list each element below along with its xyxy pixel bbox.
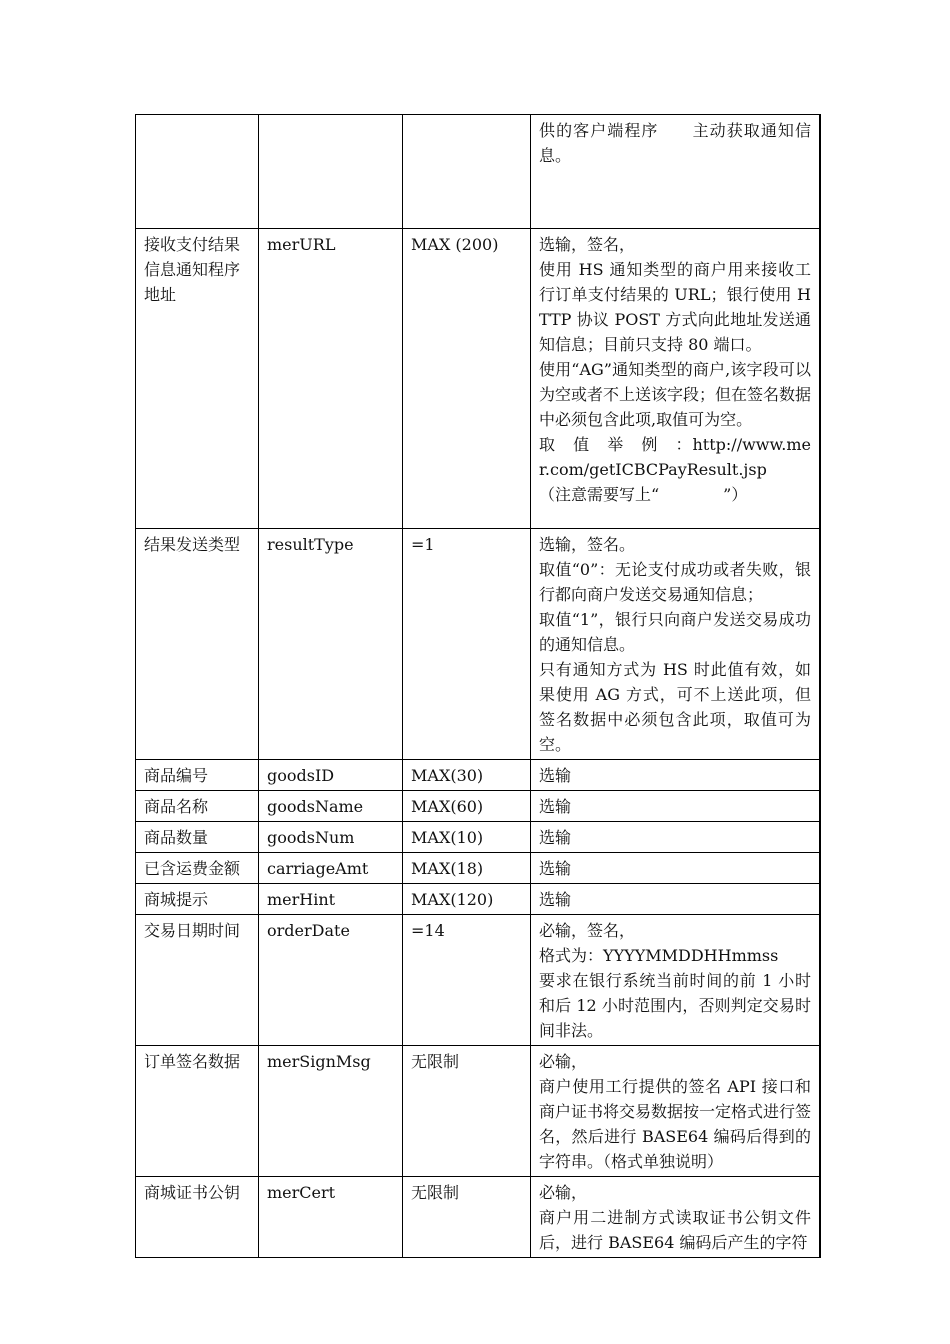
table-row: [136, 529, 821, 760]
param-length-cell: MAX(120): [403, 884, 531, 915]
param-field-cell: merSignMsg: [259, 1046, 403, 1177]
param-length-cell: 无限制: [403, 1046, 531, 1177]
param-description-cell: [531, 915, 821, 1046]
table-row: [136, 760, 821, 791]
table-row: [136, 1046, 821, 1177]
param-name-cell: 接收支付结果信息通知程序地址: [136, 229, 259, 529]
description-line: 选输: [539, 859, 572, 878]
description-line: 取值“0”：无论支付成功或者失败，银行都向商户发送交易通知信息；: [539, 560, 811, 604]
param-length-cell: MAX(60): [403, 791, 531, 822]
param-description-cell: [531, 822, 821, 853]
param-description-cell: [531, 529, 821, 760]
param-field-cell: carriageAmt: [259, 853, 403, 884]
param-field-cell: goodsName: [259, 791, 403, 822]
param-name-cell: 交易日期时间: [136, 915, 259, 1046]
description-line: 选输: [539, 797, 572, 816]
param-description-cell: [531, 760, 821, 791]
param-name-cell: 商城证书公钥: [136, 1177, 259, 1258]
param-field-cell: merHint: [259, 884, 403, 915]
description-line: 要求在银行系统当前时间的前 1 小时和后 12 小时范围内，否则判定交易时间非法。: [539, 971, 811, 1040]
description-line: 选输: [539, 766, 572, 785]
param-length-cell: MAX (200): [403, 229, 531, 529]
param-description-cell: [531, 791, 821, 822]
description-line: 格式为：YYYYMMDDHHmmss: [539, 946, 779, 965]
param-length-cell: MAX(30): [403, 760, 531, 791]
description-line: 商户用二进制方式读取证书公钥文件后，进行 BASE64 编码后产生的字符: [539, 1208, 811, 1252]
param-name-cell: 商品编号: [136, 760, 259, 791]
param-name-cell: 已含运费金额: [136, 853, 259, 884]
description-line: 选输: [539, 890, 572, 909]
description-line: 必输，签名，: [539, 921, 636, 940]
param-field-cell: [259, 115, 403, 229]
description-line: 选输，签名，: [539, 235, 636, 254]
description-line: 使用 HS 通知类型的商户用来接收工行订单支付结果的 URL；银行使用 HTTP 协议 POST 方式向此地址发送通知信息；目前只支持 80 端口。: [539, 260, 811, 354]
description-line: 必输，: [539, 1183, 588, 1202]
param-field-cell: merCert: [259, 1177, 403, 1258]
description-line: 取 值 举 例 ：http://www.mer.com/getICBCPayResult.jsp: [539, 435, 811, 479]
param-length-cell: [403, 115, 531, 229]
table-row: [136, 1177, 821, 1258]
table-row: [136, 115, 821, 229]
param-description-cell: [531, 229, 821, 529]
param-description-cell: [531, 884, 821, 915]
description-line: 选输: [539, 828, 572, 847]
param-field-cell: goodsID: [259, 760, 403, 791]
table-row: [136, 853, 821, 884]
description-line: 商户使用工行提供的签名 API 接口和商户证书将交易数据按一定格式进行签名，然后进行 BASE64 编码后得到的字符串。（格式单独说明）: [539, 1077, 812, 1171]
description-line: 使用“AG”通知类型的商户,该字段可以为空或者不上送该字段；但在签名数据中必须包含此项,取值可为空。: [539, 360, 812, 429]
description-line: 必输，: [539, 1052, 588, 1071]
param-length-cell: =14: [403, 915, 531, 1046]
table-row: [136, 791, 821, 822]
table-row: [136, 915, 821, 1046]
field-spec-table: [135, 114, 821, 1258]
param-name-cell: 商城提示: [136, 884, 259, 915]
param-description-cell: [531, 853, 821, 884]
param-name-cell: 订单签名数据: [136, 1046, 259, 1177]
param-field-cell: resultType: [259, 529, 403, 760]
param-name-cell: [136, 115, 259, 229]
param-length-cell: 无限制: [403, 1177, 531, 1258]
param-field-cell: goodsNum: [259, 822, 403, 853]
param-field-cell: orderDate: [259, 915, 403, 1046]
table-body: [136, 115, 821, 1258]
description-line: 取值“1”，银行只向商户发送交易成功的通知信息。: [539, 610, 811, 654]
param-name-cell: 商品名称: [136, 791, 259, 822]
param-length-cell: =1: [403, 529, 531, 760]
param-length-cell: MAX(10): [403, 822, 531, 853]
param-name-cell: 商品数量: [136, 822, 259, 853]
param-length-cell: MAX(18): [403, 853, 531, 884]
param-name-cell: 结果发送类型: [136, 529, 259, 760]
description-line: 供的客户端程序 主动获取通知信息。: [539, 121, 811, 165]
param-description-cell: [531, 1177, 821, 1258]
description-line: 只有通知方式为 HS 时此值有效，如果使用 AG 方式，可不上送此项，但签名数据中必须包含此项，取值可为空。: [539, 660, 811, 754]
description-line: （注意需要写上“ ”）: [539, 485, 748, 504]
param-field-cell: merURL: [259, 229, 403, 529]
table-row: [136, 884, 821, 915]
table-row: [136, 229, 821, 529]
param-description-cell: [531, 1046, 821, 1177]
param-description-cell: [531, 115, 821, 229]
description-line: 选输，签名。: [539, 535, 636, 554]
table-row: [136, 822, 821, 853]
